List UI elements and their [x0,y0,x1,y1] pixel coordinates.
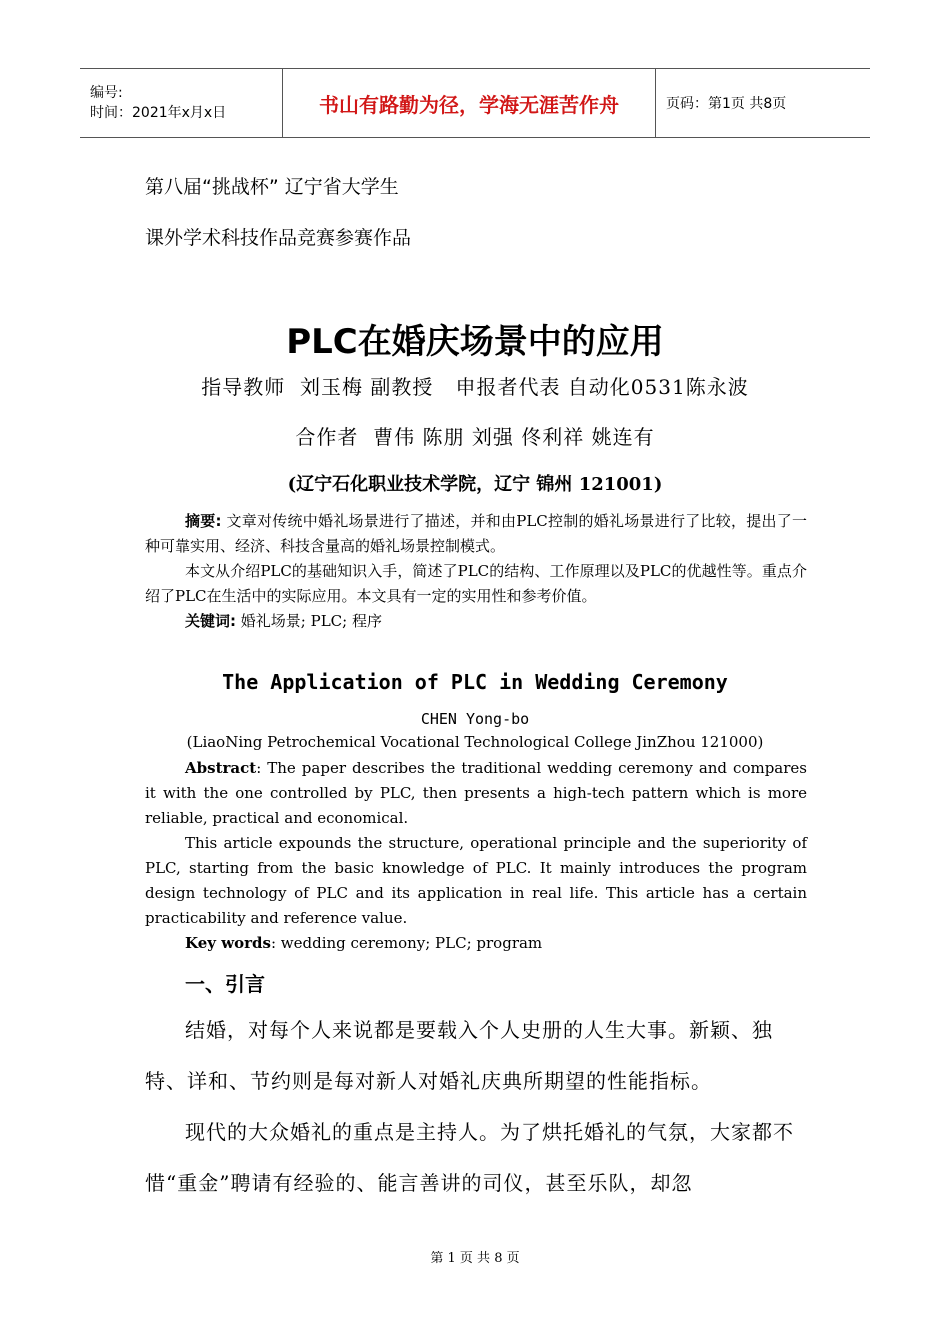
section-p2: 现代的大众婚礼的重点是主持人。为了烘托婚礼的气氛，大家都不惜“重金”聘请有经验的、能言善讲的司仪，甚至乐队，却忽 [145,1120,794,1195]
header-motto [282,69,656,137]
keywords-en [145,931,807,956]
abstract-en-p2: This article expounds the structure, operational principle and the superiority of PLC, starting from the basic knowledge of PLC. It mainly introduces the program design technology of PLC and its application in real life. This article has a certain practicability and reference value. [145,834,807,927]
abstract-en-label: Abstract [185,759,257,777]
abstract-cn-label: 摘要: [185,512,222,530]
page-footer: 第 1 页 共 8 页 [430,1251,520,1266]
competition-line-1: 第八届“挑战杯” 辽宁省大学生 [145,176,399,198]
page-header [80,68,870,138]
authors-line-1: 指导教师 刘玉梅 副教授 申报者代表 自动化0531陈永波 [201,375,749,399]
header-meta [80,69,282,137]
time-label: 时间：2021年x月x日 [90,105,227,121]
abstract-cn [145,509,807,634]
abstract-en [145,756,807,956]
paper-title: PLC在婚庆场景中的应用 [286,322,664,362]
page-info-text: 页码：第1页 共8页 [666,96,787,112]
header-page-info [656,69,870,137]
abstract-cn-p2: 本文从介绍PLC的基础知识入手，简述了PLC的结构、工作原理以及PLC的优越性等。重点介绍了PLC在生活中的实际应用。本文具有一定的实用性和参考价值。 [145,562,807,605]
authors-line-2: 合作者 曹伟 陈朋 刘强 佟利祥 姚连有 [295,425,655,449]
keywords-en-text: : wedding ceremony; PLC; program [270,934,543,952]
affiliation: (辽宁石化职业技术学院，辽宁 锦州 121001) [287,474,663,495]
section-p1: 结婚，对每个人来说都是要载入个人史册的人生大事。新颖、独特、详和、节约则是每对新人对婚礼庆典所期望的性能指标。 [145,1018,773,1093]
english-title: The Application of PLC in Wedding Ceremony [222,670,728,694]
english-affiliation: (LiaoNing Petrochemical Vocational Technological College JinZhou 121000) [186,733,764,751]
competition-line-2: 课外学术科技作品竞赛参赛作品 [145,227,412,249]
abstract-cn-p1: 文章对传统中婚礼场景进行了描述，并和由PLC控制的婚礼场景进行了比较，提出了一种可靠实用、经济、科技含量高的婚礼场景控制模式。 [145,512,807,555]
keywords-en-label: Key words [185,934,271,952]
keywords-cn-label: 关键词: [185,612,236,630]
section-body [145,1005,807,1209]
code-label: 编号: [90,85,123,101]
keywords-cn-text: 婚礼场景; PLC; 程序 [240,612,382,630]
keywords-cn [145,609,807,634]
section-heading: 一、引言 [185,972,265,996]
english-author: CHEN Yong-bo [420,710,530,728]
motto-text: 书山有路勤为径，学海无涯苦作舟 [319,92,619,117]
abstract-en-p1: : The paper describes the traditional wedding ceremony and compares it with the one controlled by PLC, then presents a high-tech pattern which is more reliable, practical and economical. [145,759,807,827]
